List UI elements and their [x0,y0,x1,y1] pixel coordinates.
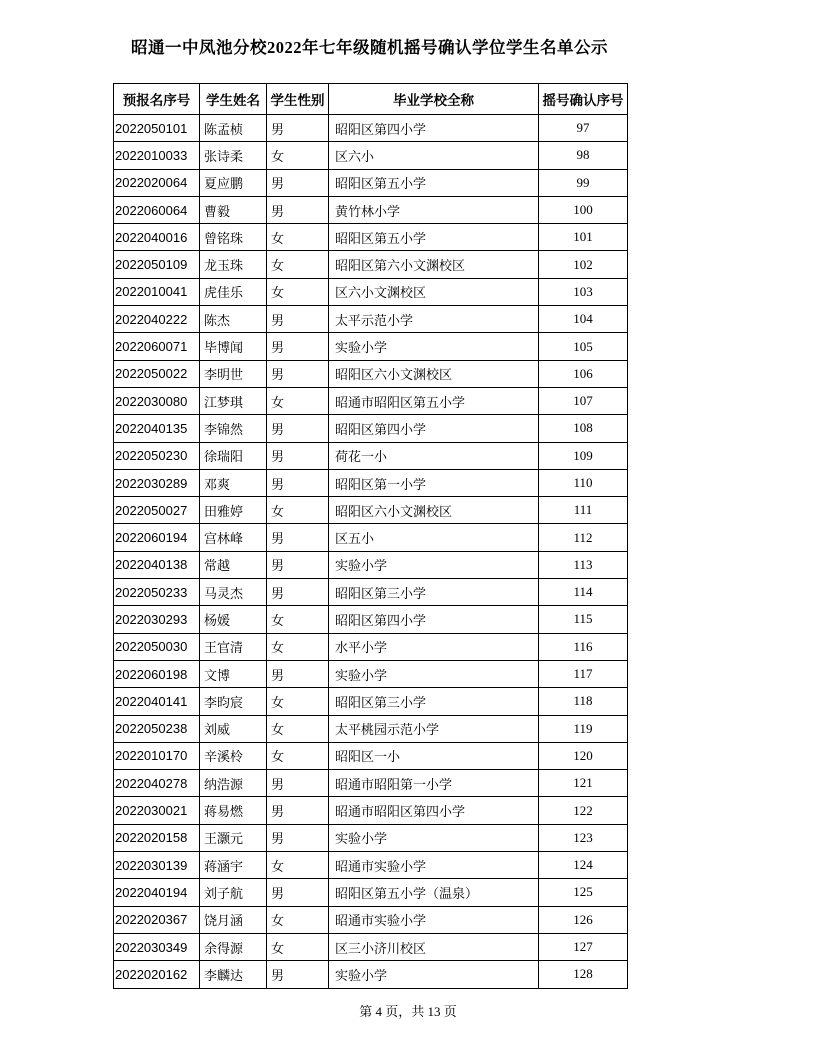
table-row [114,852,628,879]
cell-school: 区六小 [329,142,539,169]
table-row [114,442,628,469]
cell-confirm-no: 109 [539,442,628,469]
cell-gender: 男 [267,196,329,223]
cell-school: 昭阳区第五小学 [329,224,539,251]
cell-reg-no: 2022030289 [114,469,200,496]
cell-gender: 男 [267,524,329,551]
table-row [114,715,628,742]
table-row [114,142,628,169]
cell-name: 虎佳乐 [200,278,267,305]
cell-gender: 男 [267,115,329,142]
student-table [113,83,628,989]
table-row [114,879,628,906]
cell-school: 昭通市昭阳区第五小学 [329,387,539,414]
header-confirm-no: 摇号确认序号 [539,84,628,115]
cell-reg-no: 2022020158 [114,824,200,851]
cell-name: 文博 [200,660,267,687]
cell-confirm-no: 118 [539,688,628,715]
cell-reg-no: 2022020064 [114,169,200,196]
cell-school: 昭阳区第五小学 [329,169,539,196]
cell-confirm-no: 104 [539,306,628,333]
cell-confirm-no: 113 [539,551,628,578]
cell-gender: 男 [267,961,329,988]
cell-reg-no: 2022030021 [114,797,200,824]
cell-confirm-no: 100 [539,196,628,223]
cell-school: 昭阳区第四小学 [329,415,539,442]
cell-school: 水平小学 [329,633,539,660]
cell-reg-no: 2022060071 [114,333,200,360]
cell-school: 实验小学 [329,660,539,687]
cell-school: 实验小学 [329,824,539,851]
cell-reg-no: 2022060198 [114,660,200,687]
cell-gender: 女 [267,251,329,278]
cell-confirm-no: 108 [539,415,628,442]
cell-name: 陈杰 [200,306,267,333]
cell-gender: 女 [267,224,329,251]
cell-school: 区五小 [329,524,539,551]
cell-confirm-no: 125 [539,879,628,906]
table-row [114,579,628,606]
cell-reg-no: 2022060194 [114,524,200,551]
cell-school: 昭阳区第一小学 [329,469,539,496]
cell-name: 李麟达 [200,961,267,988]
cell-gender: 男 [267,333,329,360]
table-row [114,524,628,551]
cell-gender: 男 [267,797,329,824]
cell-school: 实验小学 [329,961,539,988]
table-row [114,824,628,851]
cell-reg-no: 2022050230 [114,442,200,469]
cell-confirm-no: 116 [539,633,628,660]
cell-school: 昭通市实验小学 [329,906,539,933]
cell-confirm-no: 98 [539,142,628,169]
table-row [114,387,628,414]
cell-reg-no: 2022040138 [114,551,200,578]
table-row [114,196,628,223]
cell-name: 徐瑞阳 [200,442,267,469]
cell-reg-no: 2022050030 [114,633,200,660]
cell-gender: 男 [267,469,329,496]
table-row [114,333,628,360]
table-row [114,497,628,524]
cell-name: 陈孟桢 [200,115,267,142]
header-gender: 学生性别 [267,84,329,115]
table-row [114,742,628,769]
cell-gender: 男 [267,442,329,469]
cell-gender: 男 [267,415,329,442]
cell-confirm-no: 111 [539,497,628,524]
cell-confirm-no: 121 [539,770,628,797]
cell-gender: 男 [267,551,329,578]
table-row [114,961,628,988]
cell-name: 饶月涵 [200,906,267,933]
cell-confirm-no: 105 [539,333,628,360]
cell-confirm-no: 123 [539,824,628,851]
cell-gender: 男 [267,660,329,687]
cell-name: 曾铭珠 [200,224,267,251]
cell-school: 区三小济川校区 [329,933,539,960]
cell-confirm-no: 117 [539,660,628,687]
cell-school: 实验小学 [329,333,539,360]
table-row [114,224,628,251]
cell-gender: 男 [267,360,329,387]
cell-name: 杨媛 [200,606,267,633]
cell-gender: 男 [267,306,329,333]
table-row [114,415,628,442]
cell-reg-no: 2022030139 [114,852,200,879]
cell-gender: 女 [267,852,329,879]
cell-reg-no: 2022010041 [114,278,200,305]
cell-school: 荷花一小 [329,442,539,469]
cell-name: 宫林峰 [200,524,267,551]
cell-gender: 女 [267,387,329,414]
header-reg-no: 预报名序号 [114,84,200,115]
cell-name: 夏应鹏 [200,169,267,196]
cell-confirm-no: 106 [539,360,628,387]
cell-reg-no: 2022060064 [114,196,200,223]
page-title: 昭通一中凤池分校2022年七年级随机摇号确认学位学生名单公示 [131,38,608,57]
cell-school: 太平示范小学 [329,306,539,333]
table-row [114,933,628,960]
cell-confirm-no: 126 [539,906,628,933]
cell-school: 昭阳区六小文渊校区 [329,360,539,387]
table-row [114,770,628,797]
table-row [114,660,628,687]
header-name: 学生姓名 [200,84,267,115]
cell-confirm-no: 112 [539,524,628,551]
cell-gender: 女 [267,933,329,960]
cell-name: 邓爽 [200,469,267,496]
cell-name: 毕博闻 [200,333,267,360]
cell-gender: 女 [267,497,329,524]
cell-reg-no: 2022040222 [114,306,200,333]
cell-school: 昭阳区第五小学（温泉） [329,879,539,906]
cell-reg-no: 2022050238 [114,715,200,742]
cell-confirm-no: 101 [539,224,628,251]
cell-school: 昭通市实验小学 [329,852,539,879]
cell-confirm-no: 102 [539,251,628,278]
cell-name: 曹毅 [200,196,267,223]
cell-name: 张诗柔 [200,142,267,169]
table-row [114,251,628,278]
cell-name: 辛溪柃 [200,742,267,769]
cell-name: 田雅婷 [200,497,267,524]
cell-confirm-no: 99 [539,169,628,196]
cell-reg-no: 2022030293 [114,606,200,633]
cell-confirm-no: 124 [539,852,628,879]
cell-reg-no: 2022040141 [114,688,200,715]
cell-gender: 女 [267,688,329,715]
cell-confirm-no: 115 [539,606,628,633]
cell-reg-no: 2022040194 [114,879,200,906]
cell-school: 昭阳区一小 [329,742,539,769]
cell-school: 昭通市昭阳区第四小学 [329,797,539,824]
cell-school: 黄竹林小学 [329,196,539,223]
cell-reg-no: 2022040016 [114,224,200,251]
cell-name: 王官清 [200,633,267,660]
cell-reg-no: 2022050101 [114,115,200,142]
cell-confirm-no: 110 [539,469,628,496]
table-header-row [114,84,628,115]
cell-confirm-no: 122 [539,797,628,824]
table-row [114,633,628,660]
cell-reg-no: 2022020162 [114,961,200,988]
cell-reg-no: 2022030349 [114,933,200,960]
cell-name: 李昀宸 [200,688,267,715]
cell-gender: 女 [267,742,329,769]
cell-name: 纳浩源 [200,770,267,797]
cell-name: 刘子航 [200,879,267,906]
table-row [114,551,628,578]
cell-reg-no: 2022050233 [114,579,200,606]
cell-gender: 男 [267,770,329,797]
table-row [114,906,628,933]
cell-name: 李明世 [200,360,267,387]
table-row [114,360,628,387]
cell-reg-no: 2022040278 [114,770,200,797]
cell-school: 昭阳区六小文渊校区 [329,497,539,524]
cell-reg-no: 2022050022 [114,360,200,387]
cell-school: 昭阳区第三小学 [329,579,539,606]
cell-name: 龙玉珠 [200,251,267,278]
cell-gender: 男 [267,879,329,906]
cell-confirm-no: 128 [539,961,628,988]
cell-gender: 男 [267,824,329,851]
cell-confirm-no: 120 [539,742,628,769]
cell-name: 王灏元 [200,824,267,851]
table-row [114,469,628,496]
table-row [114,306,628,333]
table-row [114,115,628,142]
table-row [114,278,628,305]
table-row [114,797,628,824]
cell-school: 昭阳区第四小学 [329,606,539,633]
cell-confirm-no: 127 [539,933,628,960]
cell-gender: 女 [267,142,329,169]
cell-name: 马灵杰 [200,579,267,606]
cell-confirm-no: 114 [539,579,628,606]
cell-gender: 女 [267,606,329,633]
cell-reg-no: 2022050109 [114,251,200,278]
cell-school: 区六小文渊校区 [329,278,539,305]
cell-confirm-no: 97 [539,115,628,142]
cell-name: 余得源 [200,933,267,960]
cell-school: 昭阳区第六小文渊校区 [329,251,539,278]
cell-name: 刘威 [200,715,267,742]
cell-gender: 女 [267,633,329,660]
cell-gender: 男 [267,579,329,606]
cell-reg-no: 2022040135 [114,415,200,442]
cell-confirm-no: 119 [539,715,628,742]
table-row [114,606,628,633]
cell-school: 昭通市昭阳第一小学 [329,770,539,797]
cell-reg-no: 2022030080 [114,387,200,414]
cell-gender: 女 [267,906,329,933]
cell-name: 蒋易燃 [200,797,267,824]
cell-gender: 女 [267,715,329,742]
cell-name: 常越 [200,551,267,578]
cell-gender: 女 [267,278,329,305]
cell-school: 实验小学 [329,551,539,578]
header-school: 毕业学校全称 [329,84,539,115]
cell-gender: 男 [267,169,329,196]
table-row [114,688,628,715]
cell-confirm-no: 103 [539,278,628,305]
cell-school: 昭阳区第四小学 [329,115,539,142]
cell-school: 太平桃园示范小学 [329,715,539,742]
cell-confirm-no: 107 [539,387,628,414]
cell-reg-no: 2022010033 [114,142,200,169]
table-row [114,169,628,196]
cell-reg-no: 2022010170 [114,742,200,769]
cell-name: 江梦琪 [200,387,267,414]
cell-reg-no: 2022020367 [114,906,200,933]
cell-school: 昭阳区第三小学 [329,688,539,715]
cell-name: 蒋涵宇 [200,852,267,879]
page-number-footer: 第 4 页，共 13 页 [359,1004,457,1019]
cell-name: 李锦然 [200,415,267,442]
cell-reg-no: 2022050027 [114,497,200,524]
